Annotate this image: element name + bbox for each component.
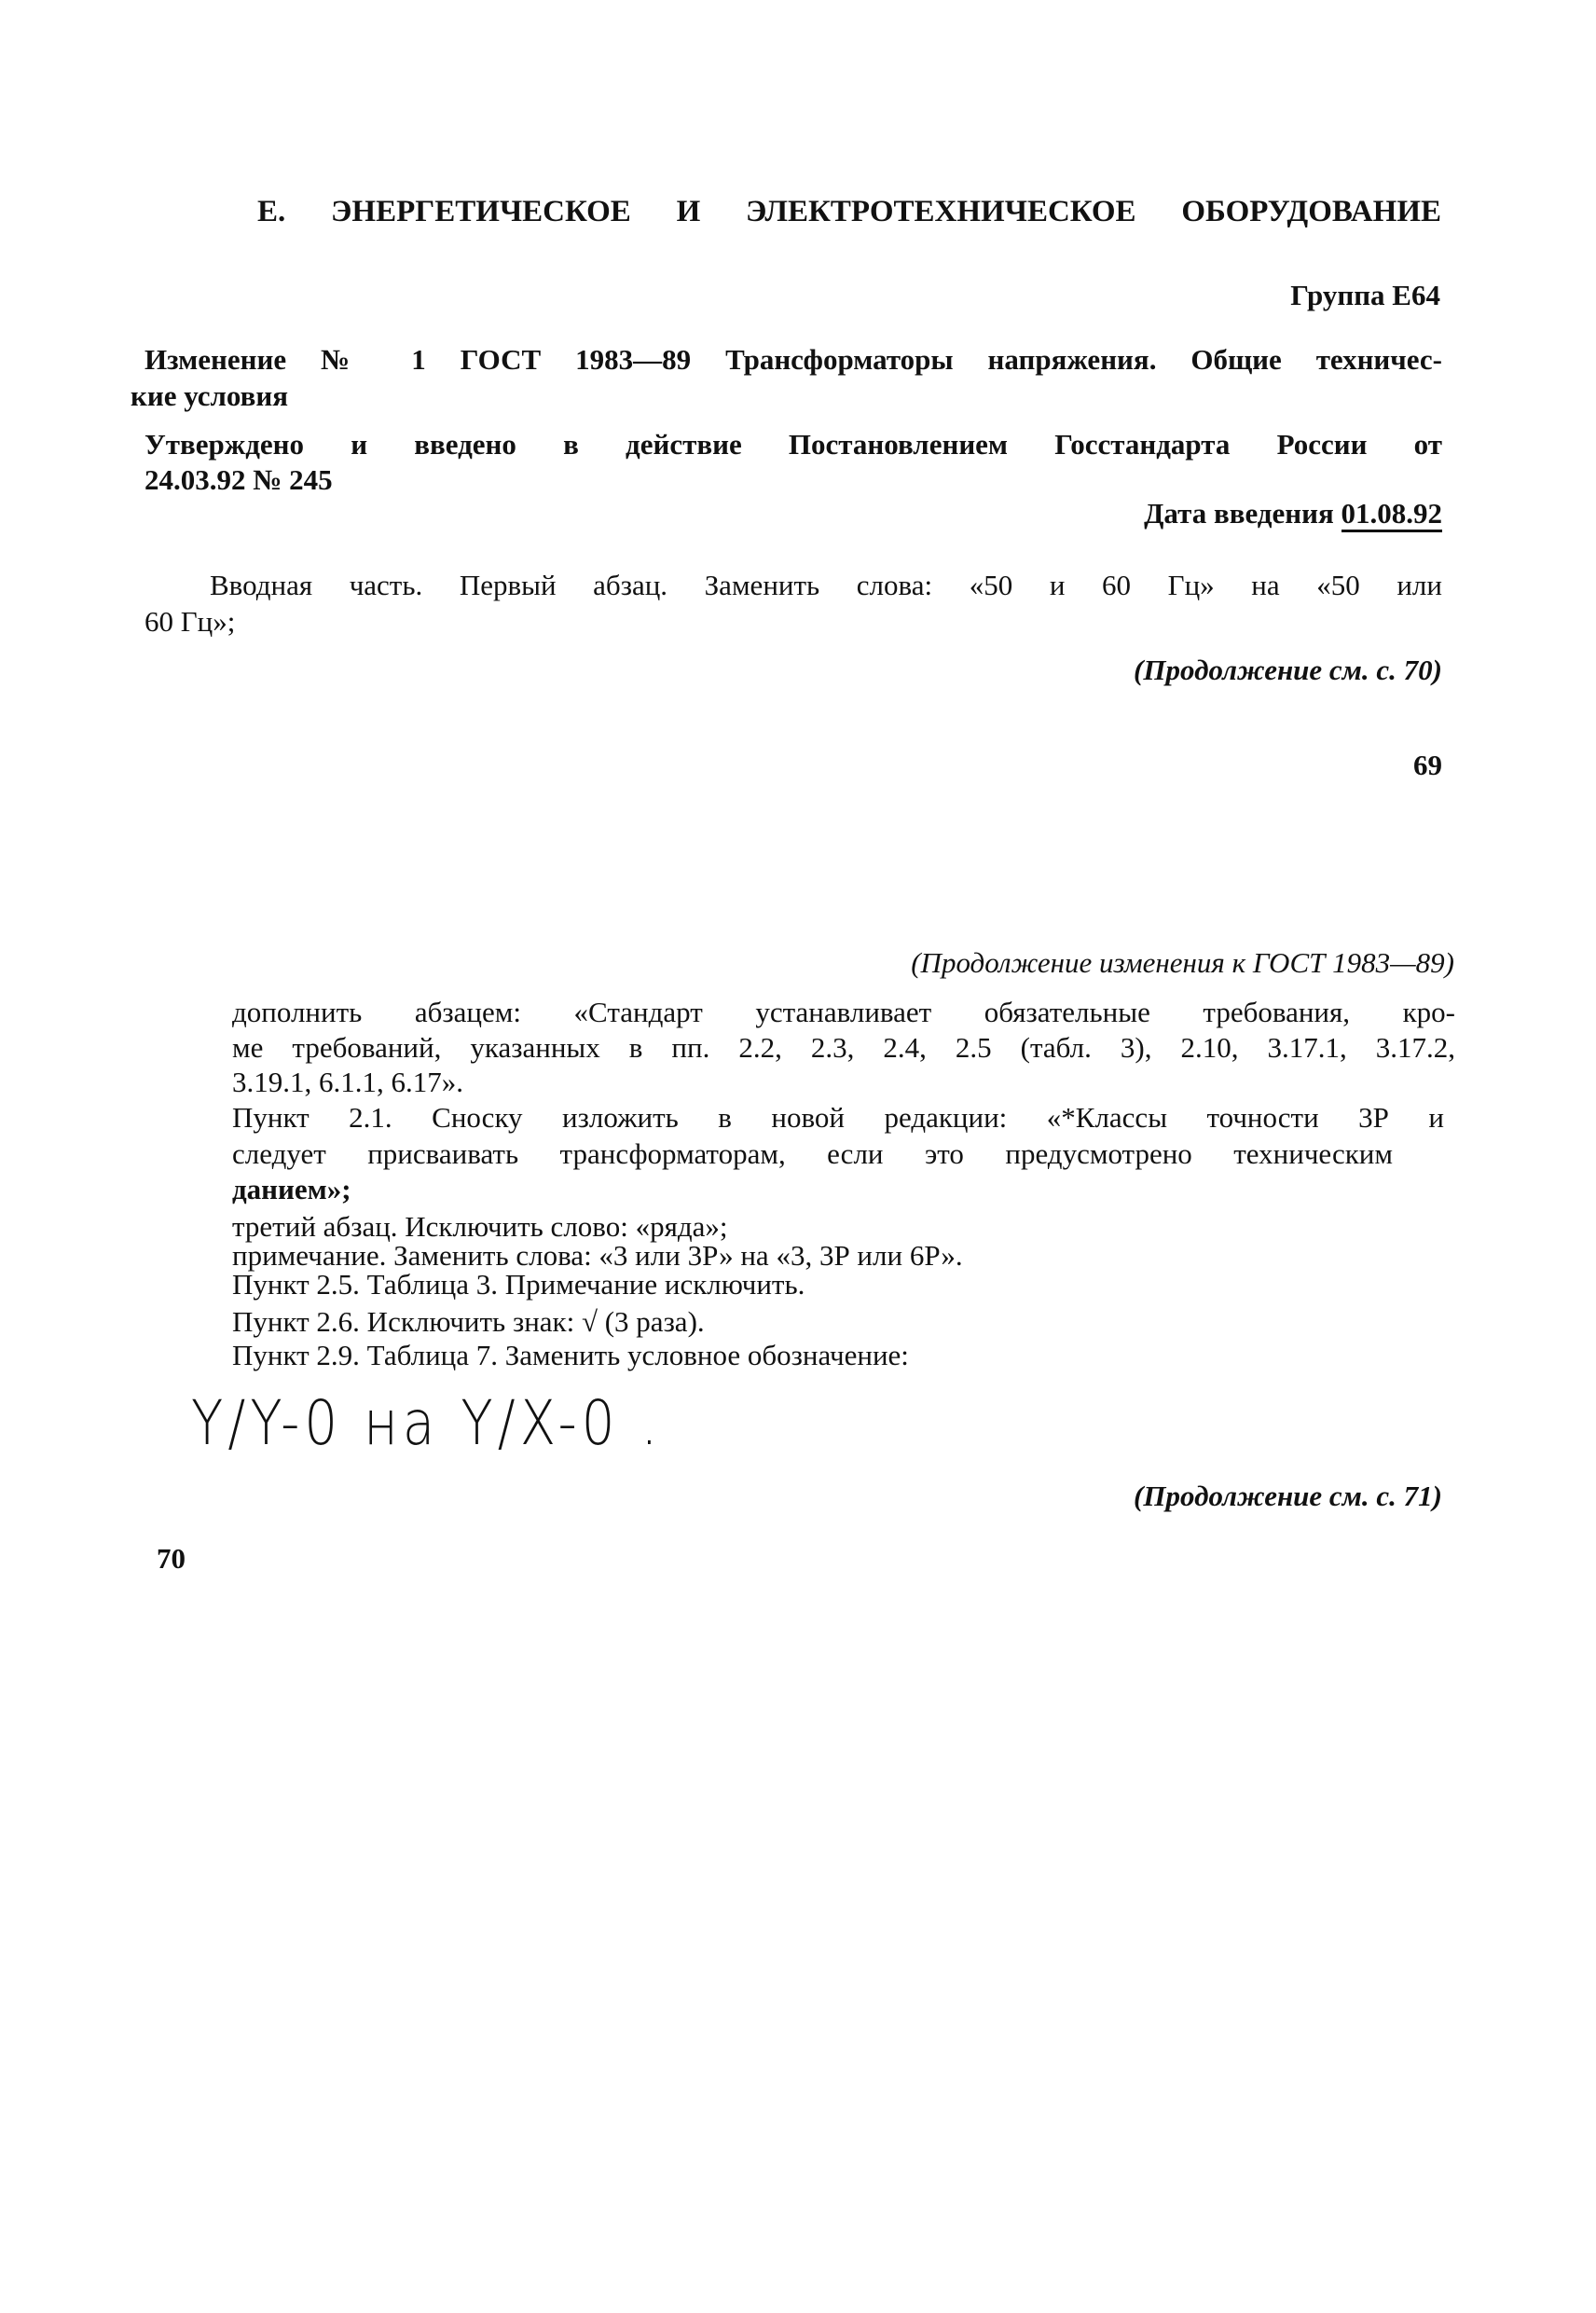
change-title-line2: кие условия — [131, 379, 289, 412]
page-number: 70 — [157, 1542, 186, 1575]
body-line: примечание. Заменить слова: «3 или 3Р» на «3, 3Р или 6Р». — [232, 1239, 963, 1272]
body-line: третий абзац. Исключить слово: «ряда»; — [232, 1210, 728, 1243]
continuation-header: (Продолжение изменения к ГОСТ 1983—89) — [911, 946, 1454, 979]
body-line: данием»; — [232, 1173, 351, 1205]
body-line: Пункт 2.9. Таблица 7. Заменить условное обозначение: — [232, 1339, 909, 1371]
body-line: ме требований, указанных в пп. 2.2, 2.3, 2.4, 2.5 (табл. 3), 2.10, 3.17.1, 3.17.2, — [232, 1031, 1455, 1064]
intro-line1: Вводная часть. Первый абзац. Заменить слова: «50 и 60 Гц» на «50 или — [210, 569, 1442, 601]
body-line: Пункт 2.1. Сноску изложить в новой редакции: «*Классы точности 3Р и — [232, 1101, 1444, 1134]
date-label: Дата введения — [1144, 497, 1334, 530]
approved-line1: Утверждено и введено в действие Постановлением Госстандарта России от — [144, 428, 1442, 461]
section-heading: Е. ЭНЕРГЕТИЧЕСКОЕ И ЭЛЕКТРОТЕХНИЧЕСКОЕ ОБОРУДОВАНИЕ — [257, 195, 1441, 228]
handwritten-symbol: Y/Y-0 на Y/X-0 . — [191, 1387, 663, 1459]
continued-note: (Продолжение см. с. 70) — [1134, 654, 1442, 686]
intro-line2: 60 Гц»; — [144, 605, 236, 638]
introduction-date — [1144, 495, 1442, 532]
date-value: 01.08.92 — [1341, 497, 1443, 532]
body-line: Пункт 2.6. Исключить знак: √ (3 раза). — [232, 1305, 705, 1338]
approved-line2: 24.03.92 № 245 — [144, 463, 333, 496]
body-line: следует присваивать трансформаторам, если это предусмотрено техническим — [232, 1137, 1393, 1170]
continued-note: (Продолжение см. с. 71) — [1134, 1480, 1442, 1512]
body-line: дополнить абзацем: «Стандарт устанавливает обязательные требования, кро- — [232, 996, 1455, 1028]
group-code: Группа Е64 — [1290, 279, 1440, 311]
body-line: Пункт 2.5. Таблица 3. Примечание исключить. — [232, 1268, 805, 1301]
page-number: 69 — [1413, 749, 1442, 781]
body-line: 3.19.1, 6.1.1, 6.17». — [232, 1066, 463, 1098]
change-title-line1: Изменение № 1 ГОСТ 1983—89 Трансформаторы напряжения. Общие техничес- — [144, 343, 1442, 376]
